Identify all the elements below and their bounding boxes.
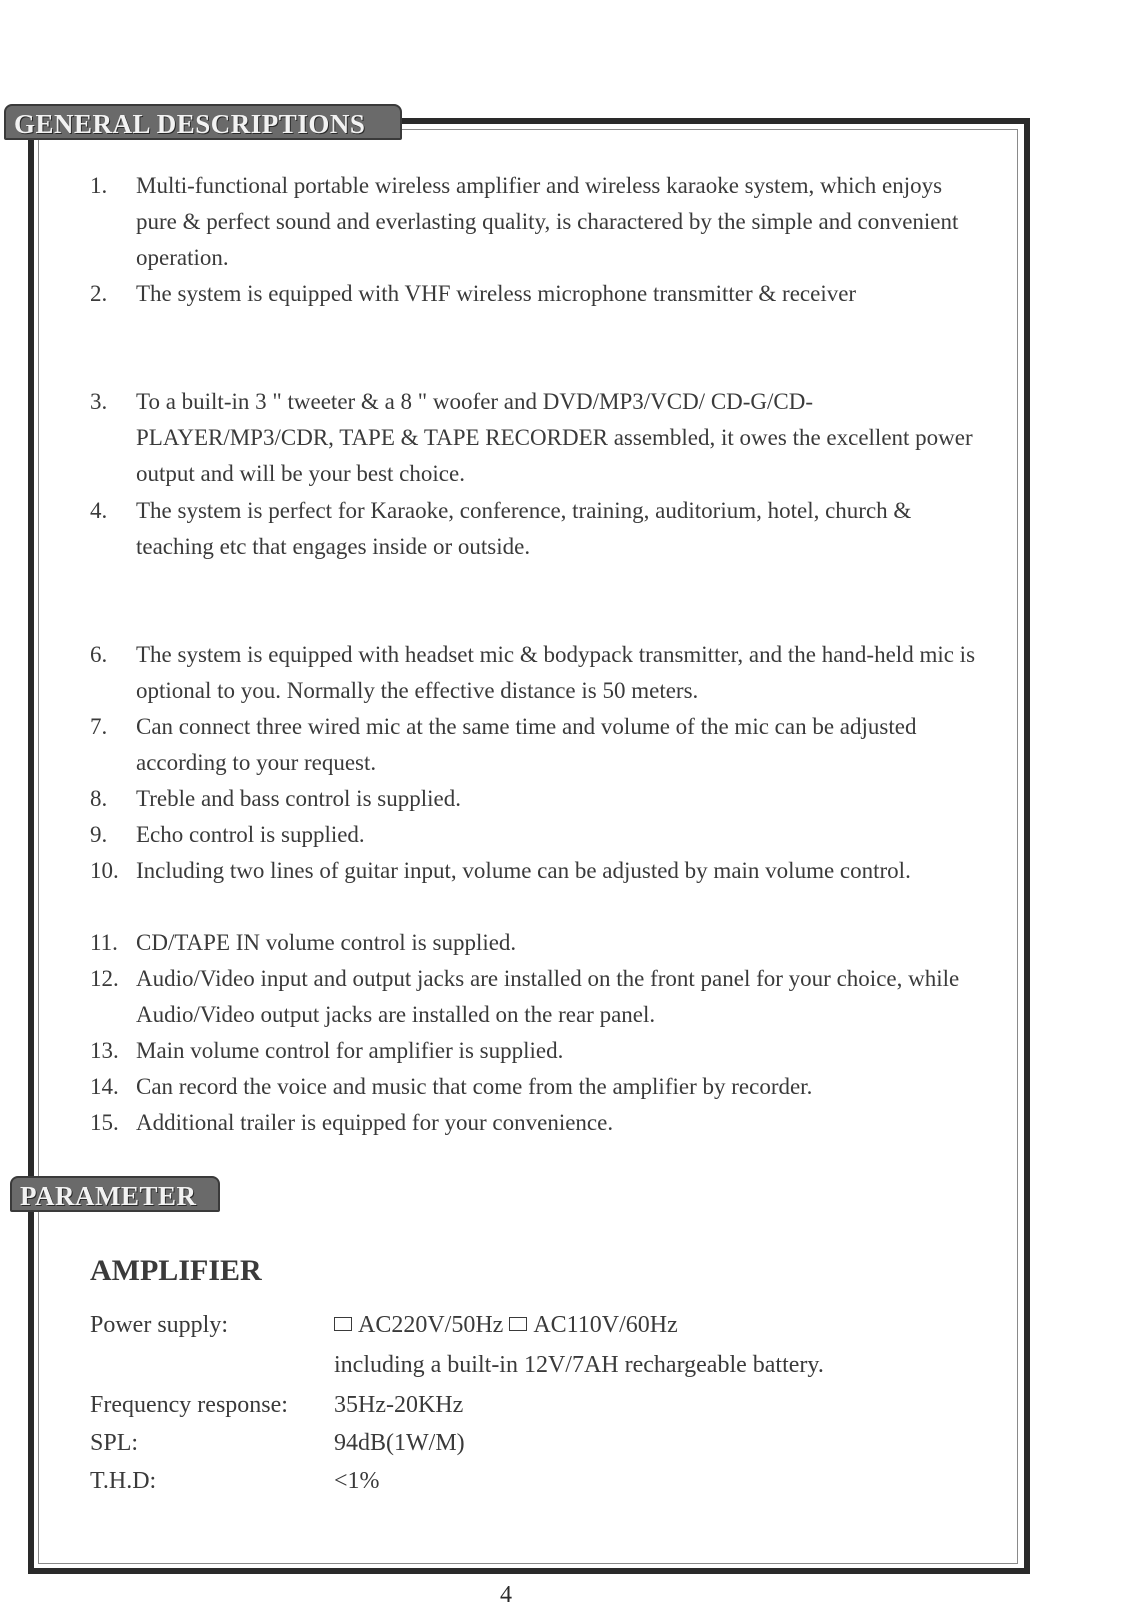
checkbox-ac110 <box>509 1317 527 1331</box>
item-text: Main volume control for amplifier is supplied. <box>136 1038 564 1063</box>
frequency-label: Frequency response: <box>90 1392 288 1418</box>
checkbox-ac220 <box>334 1317 352 1331</box>
power-option-ac110: AC110V/60Hz <box>533 1312 678 1338</box>
item-number: 15. <box>90 1110 119 1135</box>
frequency-value: 35Hz-20KHz <box>334 1392 464 1418</box>
spl-label: SPL: <box>90 1430 139 1456</box>
thd-value: <1% <box>334 1468 380 1494</box>
item-number: 13. <box>90 1038 119 1063</box>
page-number: 4 <box>500 1582 512 1608</box>
item-number: 8. <box>90 786 108 811</box>
spl-value: 94dB(1W/M) <box>334 1430 465 1456</box>
item-text: Audio/Video input and output jacks are installed on the front panel for your choice, while Audio/Video output jacks are installed on the rear panel. <box>136 966 960 1027</box>
item-text: Multi-functional portable wireless amplifier and wireless karaoke system, which enjoys pure & perfect sound and everlasting quality, is charactered by the simple and convenient operation. <box>136 173 959 270</box>
item-number: 10. <box>90 858 119 883</box>
item-number: 6. <box>90 642 108 667</box>
item-number: 12. <box>90 966 119 991</box>
general-descriptions-heading: GENERAL DESCRIPTIONS <box>4 104 402 140</box>
item-number: 14. <box>90 1074 119 1099</box>
item-text: Treble and bass control is supplied. <box>136 786 461 811</box>
item-text: Additional trailer is equipped for your convenience. <box>136 1110 614 1135</box>
item-text: Echo control is supplied. <box>136 822 365 847</box>
item-text: CD/TAPE IN volume control is supplied. <box>136 930 517 955</box>
parameter-heading: PARAMETER <box>10 1176 220 1212</box>
item-number: 7. <box>90 714 108 739</box>
item-text: To a built-in 3 " tweeter & a 8 " woofer and DVD/MP3/VCD/ CD-G/CD-PLAYER/MP3/CDR, TAPE & TAPE RECORDER assembled, it owes the excellent power output and will be your best choice. <box>136 389 973 486</box>
thd-label: T.H.D: <box>90 1468 157 1494</box>
item-number: 3. <box>90 389 108 414</box>
item-text: The system is equipped with VHF wireless microphone transmitter & receiver <box>136 281 857 306</box>
item-number: 2. <box>90 281 108 306</box>
item-number: 11. <box>90 930 118 955</box>
amplifier-title: AMPLIFIER <box>90 1254 262 1287</box>
item-number: 1. <box>90 173 108 198</box>
item-text: Can record the voice and music that come from the amplifier by recorder. <box>136 1074 813 1099</box>
item-text: The system is perfect for Karaoke, conference, training, auditorium, hotel, church & teaching etc that engages inside or outside. <box>136 498 912 559</box>
item-text: Can connect three wired mic at the same time and volume of the mic can be adjusted according to your request. <box>136 714 917 775</box>
power-option-ac220: AC220V/50Hz <box>358 1312 504 1338</box>
item-text: The system is equipped with headset mic & bodypack transmitter, and the hand-held mic is optional to you. Normally the effective distance is 50 meters. <box>136 642 976 703</box>
power-supply-label: Power supply: <box>90 1312 228 1338</box>
item-number: 4. <box>90 498 108 523</box>
power-supply-note: including a built-in 12V/7AH rechargeable battery. <box>334 1352 824 1378</box>
item-text: Including two lines of guitar input, volume can be adjusted by main volume control. <box>136 858 911 883</box>
power-supply-options <box>334 1306 678 1344</box>
item-number: 9. <box>90 822 108 847</box>
